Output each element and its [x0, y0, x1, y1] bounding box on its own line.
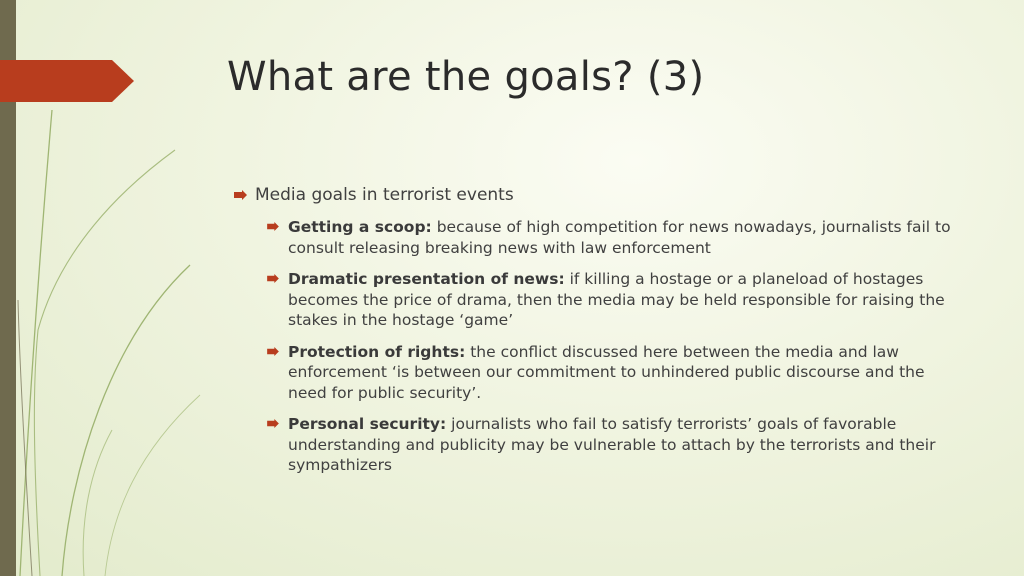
sub-bullet-term: Dramatic presentation of news:: [288, 270, 565, 288]
arrow-bullet-icon: [267, 274, 279, 283]
sub-bullet-text: if killing a hostage or a planeload of hostages becomes the price of drama, then the media may be held responsible for raising the stakes in the hostage ‘game’: [288, 270, 945, 329]
main-bullet-text: Media goals in terrorist events: [255, 185, 514, 205]
sub-bullet-point: [267, 342, 964, 404]
arrow-bullet-icon: [234, 190, 247, 200]
slide-title: What are the goals? (3): [227, 54, 705, 100]
sub-bullet-term: Protection of rights:: [288, 342, 466, 361]
arrow-bullet-icon: [267, 347, 279, 356]
sub-bullet-point: [267, 269, 964, 331]
arrow-bullet-icon: [267, 222, 279, 231]
sub-bullet-term: Personal security:: [288, 415, 447, 433]
sub-bullet-point: [267, 414, 964, 476]
sub-bullet-text: because of high competition for news nowadays, journalists fail to consult releasing breaking news with law enforcement: [288, 218, 951, 257]
sub-bullet-term: Getting a scoop:: [288, 218, 432, 236]
main-bullet-point: [234, 184, 964, 206]
sub-bullet-text: the conflict discussed here between the media and law enforcement ‘is between our commitment to unhindered public discourse and the need for public security’.: [288, 342, 925, 402]
sub-bullet-point: [267, 217, 964, 258]
arrow-bullet-icon: [267, 419, 279, 428]
sub-bullet-text: journalists who fail to satisfy terrorists’ goals of favorable understanding and publicity may be vulnerable to attach by the terrorists and their sympathizers: [288, 415, 936, 474]
title-accent-tab: [0, 60, 134, 102]
slide-content: [234, 184, 964, 487]
